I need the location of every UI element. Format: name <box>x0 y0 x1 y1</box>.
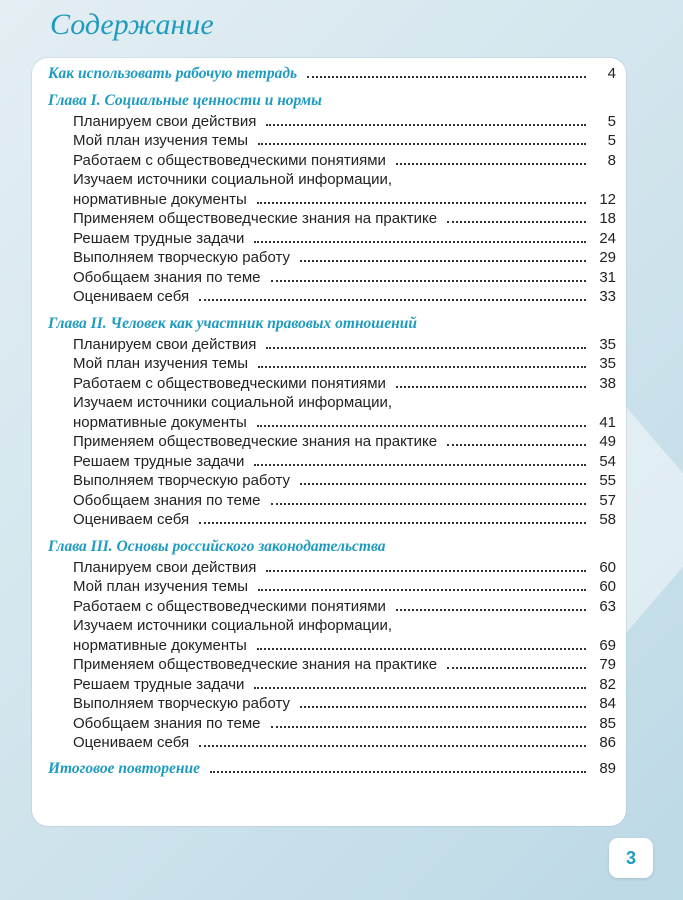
dot-leader <box>258 366 586 368</box>
dot-leader <box>447 221 586 223</box>
dot-leader <box>254 464 586 466</box>
toc-page-number: 35 <box>599 355 616 372</box>
toc-entry-label: Решаем трудные задачи <box>73 229 245 247</box>
toc-entry[interactable] <box>48 675 616 695</box>
toc-entry-label: Планируем свои действия <box>73 112 257 130</box>
toc-entry[interactable] <box>48 335 616 355</box>
toc-entry-label: Мой план изучения темы <box>73 132 249 149</box>
toc-entry-label: Планируем свои действия <box>73 335 257 353</box>
toc-entry-label: Мой план изучения темы <box>73 355 249 372</box>
dot-leader <box>300 260 586 262</box>
dot-leader <box>258 589 586 591</box>
toc-entry-label: нормативные документы <box>73 413 247 431</box>
toc-entry-label: Выполняем творческую работу <box>73 695 291 712</box>
toc-page-number: 55 <box>599 472 616 489</box>
dot-leader <box>300 706 586 708</box>
dot-leader <box>266 124 586 126</box>
toc-page-number: 79 <box>599 656 616 673</box>
toc-page-number: 57 <box>599 491 616 509</box>
toc-page-number: 12 <box>599 190 616 208</box>
chapter-heading: Глава III. Основы российского законодательства <box>48 537 386 555</box>
toc-entry[interactable] <box>48 597 616 617</box>
toc-entry[interactable] <box>48 471 616 491</box>
toc-entry[interactable] <box>48 558 616 578</box>
toc-entry[interactable] <box>48 452 616 472</box>
toc-entry-label: Применяем обществоведческие знания на практике <box>73 656 438 673</box>
toc-entry-label: Итоговое повторение <box>48 759 200 777</box>
toc-page-number: 54 <box>599 452 616 470</box>
dot-leader <box>271 503 587 505</box>
toc-entry[interactable] <box>48 714 616 734</box>
toc-entry[interactable] <box>48 636 616 656</box>
dot-leader <box>307 76 586 78</box>
toc-page-number: 86 <box>599 734 616 751</box>
chapter-heading: Глава II. Человек как участник правовых отношений <box>48 314 417 332</box>
toc-entry[interactable] <box>48 733 616 753</box>
toc-page-number: 35 <box>599 335 616 353</box>
toc-entry-line: Изучаем источники социальной информации, <box>73 171 393 188</box>
toc-entry[interactable] <box>48 510 616 530</box>
dot-leader <box>396 386 586 388</box>
dot-leader <box>258 143 586 145</box>
toc-page-number: 24 <box>599 229 616 247</box>
toc-entry-label: Работаем с обществоведческими понятиями <box>73 374 386 392</box>
page-title: Содержание <box>50 8 214 41</box>
dot-leader <box>271 726 587 728</box>
toc-entry[interactable] <box>48 694 616 714</box>
dot-leader <box>257 202 586 204</box>
toc-page-number: 38 <box>599 374 616 392</box>
toc-entry-label: Планируем свои действия <box>73 558 257 576</box>
toc-entry-label: Работаем с обществоведческими понятиями <box>73 597 386 615</box>
toc-page-number: 41 <box>599 413 616 431</box>
dot-leader <box>257 425 586 427</box>
toc-page-number: 60 <box>599 558 616 576</box>
toc-entry[interactable] <box>48 131 616 151</box>
toc-entry-label: Решаем трудные задачи <box>73 675 245 693</box>
toc-entry-label: Обобщаем знания по теме <box>73 268 261 286</box>
toc-entry-label: Оцениваем себя <box>73 734 190 751</box>
toc-page-number: 60 <box>599 578 616 595</box>
toc-page-number: 63 <box>599 597 616 615</box>
toc-entry[interactable] <box>48 354 616 374</box>
toc-page-number: 31 <box>599 268 616 286</box>
toc-page-number: 5 <box>607 132 616 149</box>
toc-entry-label: Применяем обществоведческие знания на практике <box>73 433 438 450</box>
toc-entry-label: Работаем с обществоведческими понятиями <box>73 151 386 169</box>
toc-page-number: 29 <box>599 249 616 266</box>
toc-page-number: 33 <box>599 288 616 305</box>
toc-entry[interactable] <box>48 413 616 433</box>
toc-page-number: 58 <box>599 511 616 528</box>
dot-leader <box>254 241 586 243</box>
toc-entry-label: Оцениваем себя <box>73 511 190 528</box>
toc-page-number: 49 <box>599 433 616 450</box>
dot-leader <box>447 444 586 446</box>
toc-section-entry[interactable] <box>48 64 616 84</box>
toc-entry[interactable] <box>48 287 616 307</box>
toc-entry[interactable] <box>48 491 616 511</box>
toc-page-number: 5 <box>607 112 616 130</box>
page-number-badge: 3 <box>609 838 653 878</box>
toc-page-number: 85 <box>599 714 616 732</box>
toc-entry[interactable] <box>48 112 616 132</box>
toc-page-number: 4 <box>607 65 616 82</box>
toc-entry-label: нормативные документы <box>73 636 247 654</box>
dot-leader <box>300 483 586 485</box>
toc-page-number: 89 <box>599 759 616 777</box>
toc-page-number: 82 <box>599 675 616 693</box>
dot-leader <box>271 280 587 282</box>
toc-entry-label: Решаем трудные задачи <box>73 452 245 470</box>
dot-leader <box>199 745 586 747</box>
toc-entry-label: нормативные документы <box>73 190 247 208</box>
dot-leader <box>199 522 586 524</box>
dot-leader <box>447 667 586 669</box>
toc-entry[interactable] <box>48 577 616 597</box>
toc-entry[interactable] <box>48 209 616 229</box>
toc-entry[interactable] <box>48 229 616 249</box>
dot-leader <box>396 163 586 165</box>
dot-leader <box>254 687 586 689</box>
toc-entry[interactable] <box>48 248 616 268</box>
toc-entry[interactable] <box>48 655 616 675</box>
toc-entry-label: Как использовать рабочую тетрадь <box>48 65 298 82</box>
toc-page-number: 84 <box>599 695 616 712</box>
toc-entry-label: Обобщаем знания по теме <box>73 714 261 732</box>
toc-entry-label: Выполняем творческую работу <box>73 472 291 489</box>
toc-entry-label: Применяем обществоведческие знания на практике <box>73 210 438 227</box>
dot-leader <box>396 609 586 611</box>
toc-entry-label: Мой план изучения темы <box>73 578 249 595</box>
toc-entry[interactable] <box>48 432 616 452</box>
dot-leader <box>266 347 586 349</box>
toc-entry-label: Выполняем творческую работу <box>73 249 291 266</box>
toc-page-number: 8 <box>607 151 616 169</box>
toc-page-number: 18 <box>599 210 616 227</box>
toc-entry[interactable] <box>48 190 616 210</box>
toc-entry-label: Оцениваем себя <box>73 288 190 305</box>
toc-entry-line: Изучаем источники социальной информации, <box>73 617 393 634</box>
table-of-contents <box>48 64 616 778</box>
toc-entry-label: Обобщаем знания по теме <box>73 491 261 509</box>
toc-entry-line: Изучаем источники социальной информации, <box>73 394 393 411</box>
dot-leader <box>210 771 586 773</box>
toc-section-entry[interactable] <box>48 759 616 779</box>
dot-leader <box>257 648 586 650</box>
toc-entry[interactable] <box>48 151 616 171</box>
dot-leader <box>199 299 586 301</box>
toc-entry[interactable] <box>48 268 616 288</box>
chapter-heading: Глава I. Социальные ценности и нормы <box>48 91 322 109</box>
dot-leader <box>266 570 586 572</box>
toc-page-number: 69 <box>599 636 616 654</box>
toc-entry[interactable] <box>48 374 616 394</box>
